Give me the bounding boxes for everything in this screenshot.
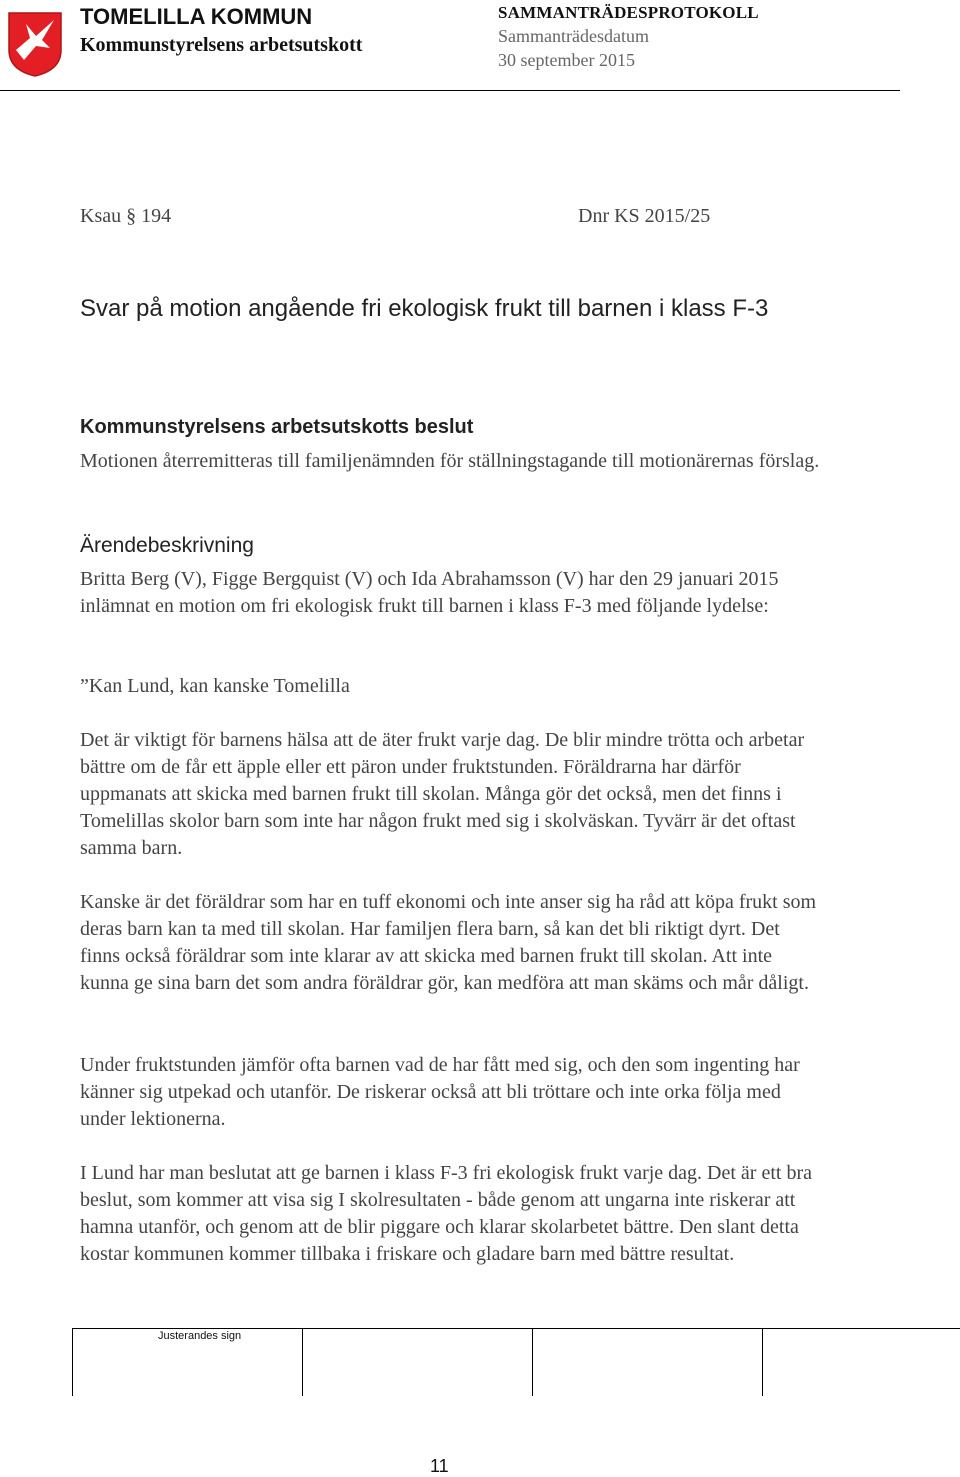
- motion-quote-title: ”Kan Lund, kan kanske Tomelilla: [80, 675, 350, 697]
- organization-name: TOMELILLA KOMMUN: [80, 4, 313, 29]
- signature-cell-divider: [72, 1328, 73, 1396]
- meeting-date: 30 september 2015: [498, 50, 635, 70]
- municipality-logo: [6, 10, 64, 78]
- page-number: 11: [430, 1456, 449, 1476]
- signature-cell-divider: [532, 1328, 533, 1396]
- crest-icon: [6, 10, 64, 78]
- motion-paragraph: Under fruktstunden jämför ofta barnen vad de har fått med sig, och den som ingenting har känner sig utpekad och utanför. De riskerar också att bli tröttare och inte orka följa med under lektionerna.: [80, 1054, 800, 1130]
- description-heading: Ärendebeskrivning: [80, 534, 254, 557]
- signature-cell-divider: [762, 1328, 763, 1396]
- header-divider: [0, 90, 900, 91]
- signature-table-border: [72, 1328, 960, 1329]
- decision-text: Motionen återremitteras till familjenämnden för ställningstagande till motionärernas förslag.: [80, 450, 820, 472]
- motion-paragraph: Det är viktigt för barnens hälsa att de äter frukt varje dag. De blir mindre trötta och arbetar bättre om de får ett äpple eller ett päron under fruktstunden. Föräldrarna har därför uppmanats att skicka med barnen frukt till skolan. Många gör det också, men det finns i Tomelillas skolor barn som inte har någon frukt med sig i skolväskan. Tyvärr är det oftast samma barn.: [80, 729, 805, 859]
- motion-paragraph: I Lund har man beslutat att ge barnen i klass F-3 fri ekologisk frukt varje dag. Det är ett bra beslut, som kommer att visa sig I skolresultaten - både genom att ungarna inte riskerar att hamna utanför, och genom att de blir piggare och klarar skolarbetet bättre. Den slant detta kostar kommunen kommer tillbaka i friskare och gladare barn med bättre resultat.: [80, 1162, 812, 1265]
- page-title: Svar på motion angående fri ekologisk frukt till barnen i klass F-3: [80, 295, 769, 322]
- description-intro: Britta Berg (V), Figge Bergquist (V) och Ida Abrahamsson (V) har den 29 januari 2015 inlämnat en motion om fri ekologisk frukt till barnen i klass F-3 med följande lydelse:: [80, 568, 779, 617]
- document-type: SAMMANTRÄDESPROTOKOLL: [498, 3, 759, 22]
- meeting-date-label: Sammanträdesdatum: [498, 26, 649, 46]
- paragraph-reference: Ksau § 194: [80, 205, 172, 227]
- case-number: Dnr KS 2015/25: [578, 205, 711, 227]
- signature-label: Justerandes sign: [158, 1330, 242, 1342]
- signature-cell-divider: [302, 1328, 303, 1396]
- decision-heading: Kommunstyrelsens arbetsutskotts beslut: [80, 416, 474, 438]
- motion-paragraph: Kanske är det föräldrar som har en tuff ekonomi och inte anser sig ha råd att köpa frukt som deras barn kan ta med till skolan. Har familjen flera barn, så kan det bli riktigt dyrt. Det finns också föräldrar som inte klarar av att skicka med barnen frukt till skolan. Att inte kunna ge sina barn det som andra föräldrar gör, kan medföra att man skäms och mår dåligt.: [80, 891, 817, 994]
- organization-unit: Kommunstyrelsens arbetsutskott: [80, 34, 363, 56]
